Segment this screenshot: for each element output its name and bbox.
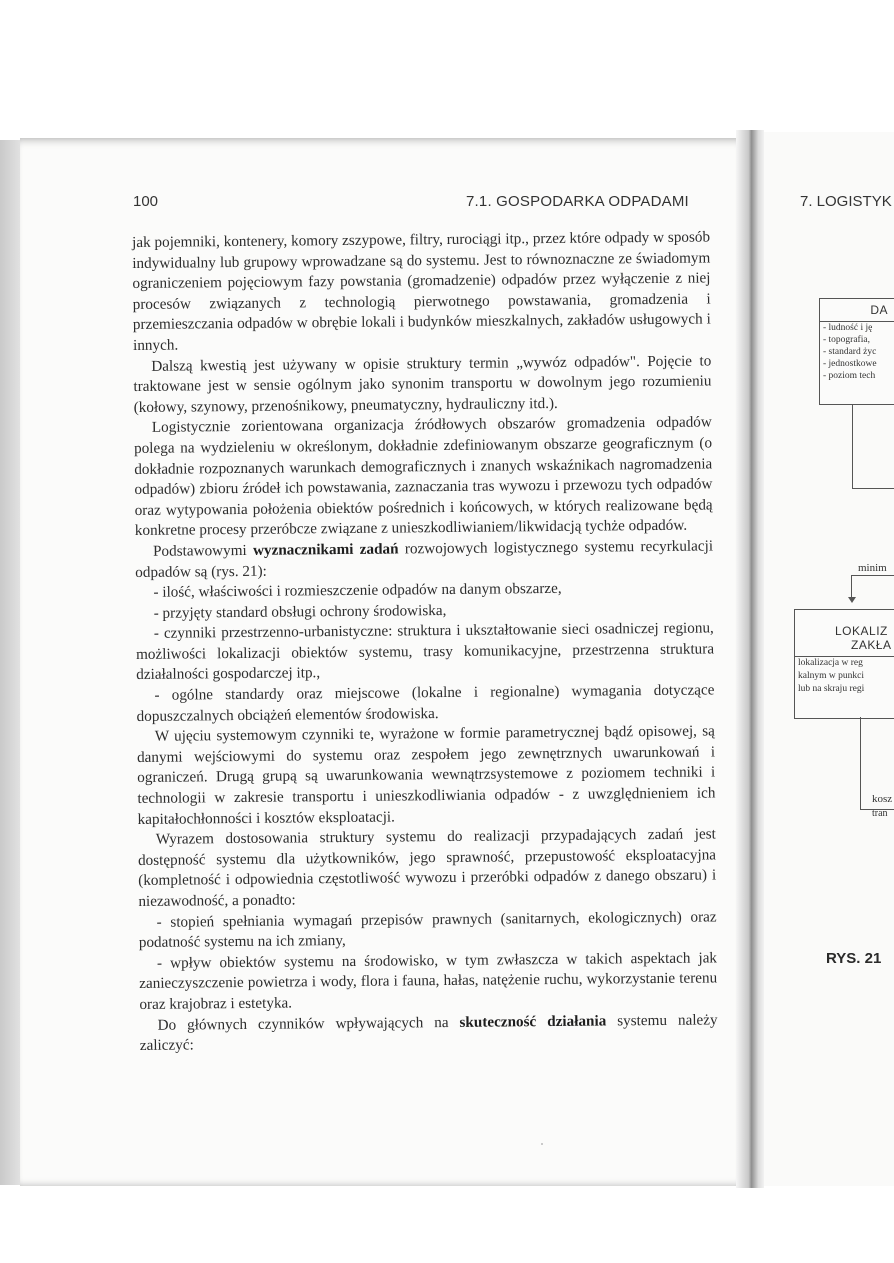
figure-21-diagram [764, 132, 894, 1186]
right-page-running-head: 7. LOGISTYK [800, 193, 892, 210]
list-item: - standard życ [823, 347, 877, 357]
tran-label: tran [872, 808, 888, 819]
figure-label: RYS. 21 [826, 950, 882, 967]
localization-title-1: LOKALIZ [835, 624, 888, 638]
paragraph: W ujęciu systemowym czynniki te, wyrażone w formie parametrycznej bądź opisowej, są danymi wejściowymi do systemu oraz zespołem jego zewnętrznych uwarunkowań i ograniczeń. Drugą grupą są uwarunkowania wewnątrzsystemowe z poziomem techniki i technologii w zakresie transportu i unieszkodliwiania odpadów - z uwzględnieniem ich kapitałochłonności i kosztów eksploatacji. [136, 722, 716, 828]
book-gutter [736, 130, 764, 1188]
list-item: - ludność i ję [823, 323, 873, 333]
paragraph-rest: systemu należy zaliczyć: [139, 1010, 718, 1055]
arrow-down-icon [848, 597, 856, 603]
list-item: - ogólne standardy oraz miejscowe (lokalne i regionalne) wymagania dotyczące dopuszczalnych obciążeń elementów środowiska. [136, 681, 715, 725]
scan-background-bottom [0, 1185, 894, 1263]
body-text [132, 227, 718, 1056]
paragraph: Logistycznie zorientowana organizacja źródłowych obszarów gromadzenia odpadów polega na wydzieleniu w określonym, dokładnie zdefiniowanym obszarze geograficznym (o dokładnie rozpoznanych warunkach demograficznych i znanych wskaźnikach nagromadzenia odpadów) zbioru źródeł ich powstawania, zaznaczania tras wywozu i przewozu tych odpadów oraz wytypowania położenia obiektów pośrednich i końcowych, w których realizowane będą konkretne procesy przeróbcze związane z unieszkodliwianiem/likwidacją tychże odpadów. [133, 413, 713, 540]
localization-list [795, 657, 894, 696]
paragraph: Wyrazem dostosowania struktury systemu do realizacji przypadających zadań jest dostępność systemu dla użytkowników, jego sprawność, przepustowość eksploatacyjna (kompletność i odpowiednia częstotliwość wywozu i przeróbki odpadów z danego obszaru) i niezawodność, a ponadto: [137, 825, 717, 910]
localization-title-2: ZAKŁA [851, 638, 892, 652]
list-item: - topografia, [823, 335, 870, 345]
paragraph [140, 1010, 718, 1057]
bold-term: skuteczność działania [459, 1012, 607, 1031]
list-item: lub na skraju regi [798, 684, 865, 694]
paragraph-lead-in: Podstawowymi [152, 541, 247, 560]
paragraph: jak pojemniki, kontenery, komory zszypowe, filtry, rurociągi itp., przez które odpady w sposób indywidualny lub grupowy wprowadzane są do systemu. Jest to równoznaczne ze świadomym ograniczeniem pojęciowym fazy powstania (gromadzenie) odpadów przez wyłączenie z niej procesów związanych z technologią pierwotnego powstawania, gromadzenia i przemieszczania odpadów w obrębie lokali i budynków mieszkalnych, zakładów usługowych i innych. [132, 228, 711, 354]
list-item: - wpływ obiektów systemu na środowisko, w tym zwłaszcza w takich aspektach jak zanieczyszczenie powietrza i wody, flora i fauna, hałas, natężenie ruchu, wykorzystanie terenu oraz krajobraz i estetyka. [139, 949, 718, 1013]
list-item: - czynniki przestrzenno-urbanistyczne: struktura i ukształtowanie sieci osadniczej regionu, możliwości lokalizacji obiektów systemu, trasy komunikacyjne, przestrzenna struktura działalności gospodarczej itp., [135, 619, 715, 684]
connector-line [860, 717, 861, 809]
minim-label: minim [858, 562, 887, 574]
arrow-line [851, 575, 852, 599]
list-item: - jednostkowe [823, 359, 877, 369]
list-item: - poziom tech [823, 371, 876, 381]
list-item: lokalizacja w reg [798, 658, 863, 668]
list-item: - przyjęty standard obsługi ochrony środowiska, [153, 601, 447, 622]
bold-term: wyznacznikami zadań [252, 540, 399, 559]
paragraph-rest: rozwojowych logistycznego systemu recyrkulacji odpadów są (rys. 21): [135, 537, 714, 581]
list-item: - stopień spełniania wymagań przepisów prawnych (sanitarnych, ekologicznych) oraz podatność systemu na ich zmiany, [138, 908, 717, 952]
connector-line [851, 575, 894, 576]
localization-box [794, 609, 894, 719]
list-item: - ilość, właściwości i rozmieszczenie odpadów na danym obszarze, [153, 579, 562, 601]
data-box-title: DA [870, 303, 888, 317]
paragraph-lead-in: Do głównych czynników wpływających na [157, 1013, 449, 1034]
page-number: 100 [133, 193, 159, 210]
list-item: kalnym w punkci [798, 671, 864, 681]
connector-line [852, 488, 894, 489]
data-box [819, 298, 894, 405]
scan-speck [541, 1143, 543, 1145]
scan-background-top [0, 0, 894, 140]
chapter-title: 7.1. GOSPODARKA ODPADAMI [466, 193, 689, 210]
kosz-label: kosz [872, 793, 893, 805]
connector-line [852, 404, 853, 488]
paragraph [135, 536, 713, 583]
data-box-list [820, 322, 894, 382]
paragraph: Dalszą kwestią jest używany w opisie struktury termin „wywóz odpadów". Pojęcie to traktowane jest w sensie ogólnym jako synonim transportu w dowolnym jego rozumieniu (kołowy, szynowy, przenośnikowy, pneumatyczny, hydrauliczny itd.). [133, 352, 712, 416]
